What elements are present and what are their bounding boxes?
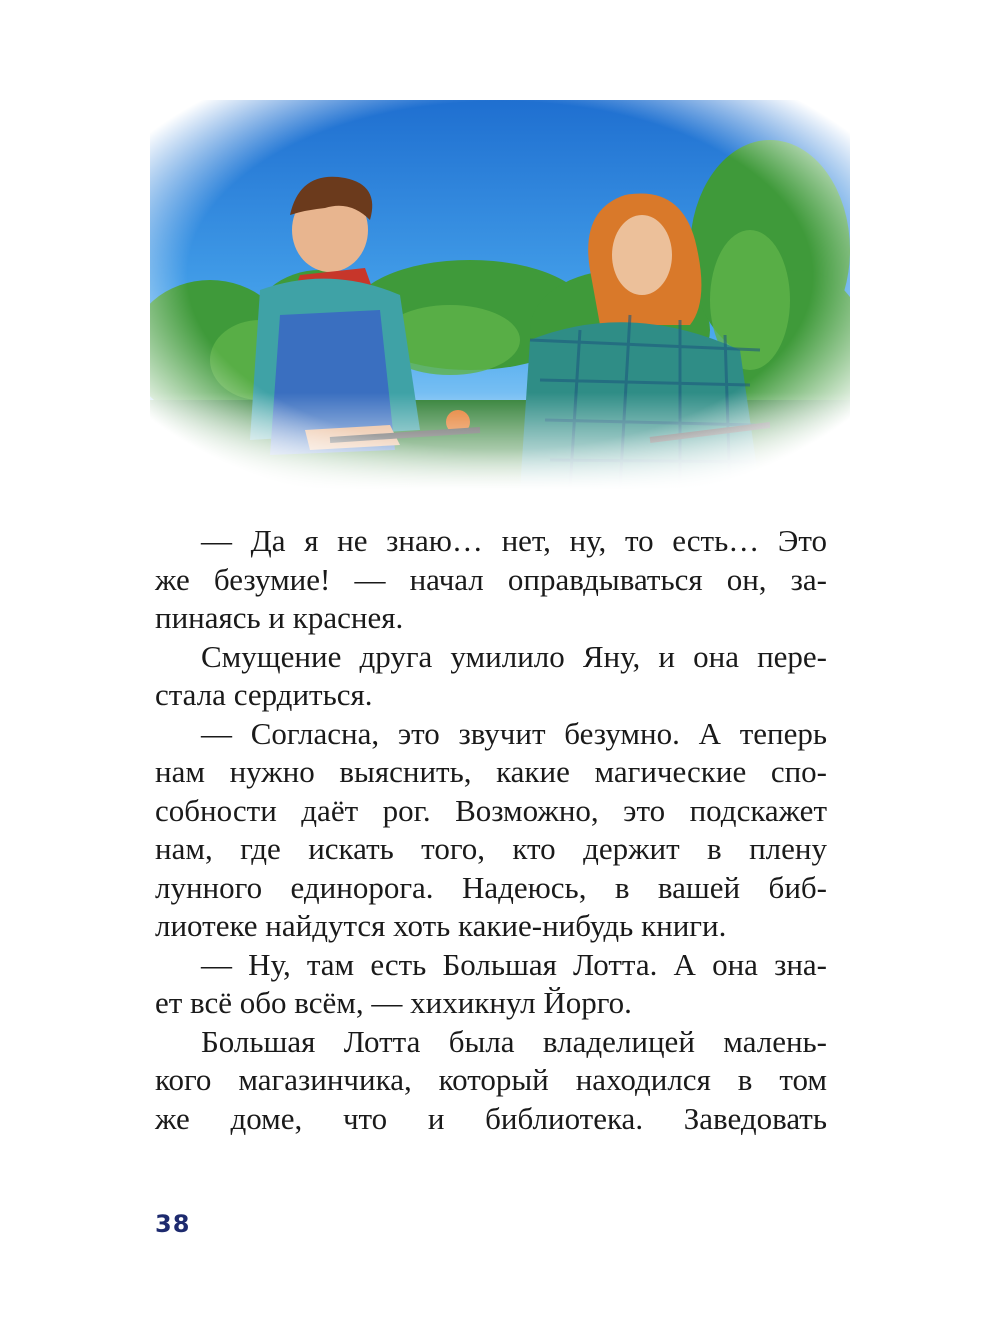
text-line: — Согласна, это звучит безумно. А теперь bbox=[201, 715, 827, 751]
text-line: нам, где искать того, кто держит в плену bbox=[155, 831, 827, 866]
text-line: нам нужно выяснить, какие магические спо- bbox=[155, 754, 827, 789]
text-line: — Да я не знаю… нет, ну, то есть… Это bbox=[201, 523, 827, 558]
text-line: лиотеке найдутся хоть какие-нибудь книги. bbox=[155, 908, 727, 943]
two-children-riding-bicycles-illustration bbox=[150, 100, 850, 490]
text-line: собности даёт рог. Возможно, это подскажет bbox=[155, 792, 827, 828]
text-line: же безумие! — начал оправдываться он, за- bbox=[155, 561, 827, 597]
text-line: Смущение друга умилило Яну, и она пере- bbox=[201, 638, 827, 674]
text-line: же доме, что и библиотека. Заведовать bbox=[155, 1100, 827, 1136]
illustration bbox=[150, 100, 850, 490]
text-line: пинаясь и краснея. bbox=[155, 600, 404, 635]
text-line: Большая Лотта была владелицей малень- bbox=[201, 1023, 827, 1059]
text-line: кого магазинчика, который находился в том bbox=[155, 1062, 827, 1097]
text-line: стала сердиться. bbox=[155, 677, 373, 712]
text-line: ет всё обо всём, — хихикнул Йорго. bbox=[155, 985, 632, 1020]
page-number: 38 bbox=[155, 1210, 191, 1238]
text-line: — Ну, там есть Большая Лотта. А она зна- bbox=[201, 946, 827, 982]
text-line: лунного единорога. Надеюсь, в вашей биб- bbox=[155, 869, 827, 905]
story-text bbox=[155, 522, 827, 1138]
